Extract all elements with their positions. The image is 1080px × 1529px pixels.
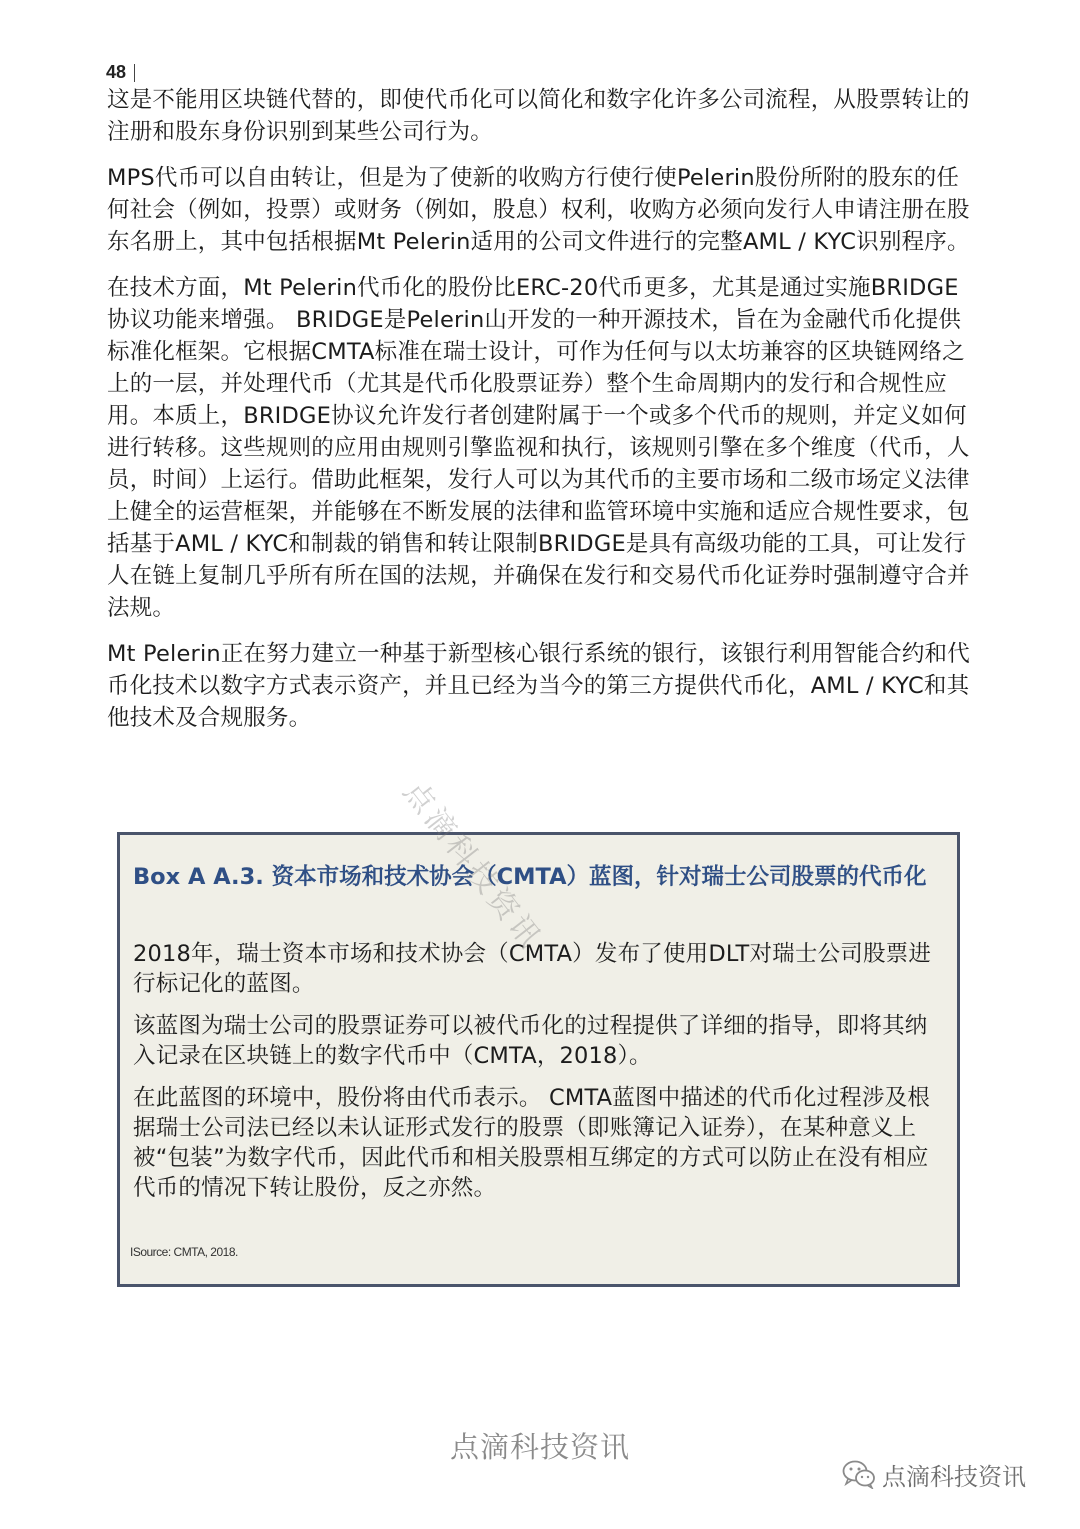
page-number-divider [134,64,135,82]
box-paragraph-1: 2018年，瑞士资本市场和技术协会（CMTA）发布了使用DLT对瑞士公司股票进行标记化的蓝图。 [133,941,932,997]
box-paragraph-3: 在此蓝图的环境中，股份将由代币表示。 CMTA蓝图中描述的代币化过程涉及根据瑞士公司法已经以未认证形式发行的股票（即账簿记入证券），在某种意义上被“包装”为数字代币，因此代币和相关股票相互绑定的方式可以防止在没有相应代币的情况下转让股份，反之亦然。 [133,1085,931,1201]
wechat-account [842,1458,1026,1490]
paragraph-4: Mt Pelerin正在努力建立一种基于新型核心银行系统的银行，该银行利用智能合约和代币化技术以数字方式表示资产，并且已经为当今的第三方提供代币化，AML / KYC和其他技术及合规服务。 [107,641,970,731]
body-text [107,84,977,748]
wechat-icon [842,1459,876,1489]
paragraph-2: MPS代币可以自由转让，但是为了使新的收购方行使行使Pelerin股份所附的股东的任何社会（例如，投票）或财务（例如，股息）权利，收购方必须向发行人申请注册在股东名册上，其中包括根据Mt Pelerin适用的公司文件进行的完整AML / KYC识别程序。 [107,165,970,255]
wechat-account-name: 点滴科技资讯 [882,1462,1026,1491]
box-title: Box A A.3. 资本市场和技术协会（CMTA）蓝图，针对瑞士公司股票的代币化 [133,864,927,890]
footer-watermark: 点滴科技资讯 [449,1430,630,1464]
box-paragraph-2: 该蓝图为瑞士公司的股票证券可以被代币化的过程提供了详细的指导，即将其纳入记录在区块链上的数字代币中（CMTA，2018）。 [133,1013,928,1069]
diagonal-watermark: 点滴科技资讯 [396,774,550,958]
box-source: ISource: CMTA, 2018. [130,1245,238,1259]
info-box [117,832,960,1287]
box-body [133,939,948,1215]
paragraph-1: 这是不能用区块链代替的，即使代币化可以简化和数字化许多公司流程，从股票转让的注册和股东身份识别到某些公司行为。 [107,87,970,145]
paragraph-3: 在技术方面，Mt Pelerin代币化的股份比ERC-20代币更多，尤其是通过实施BRIDGE协议功能来增强。 BRIDGE是Pelerin山开发的一种开源技术，旨在为金融代币化提供标准化框架。它根据CMTA标准在瑞士设计，可作为任何与以太坊兼容的区块链网络之上的一层，并处理代币（尤其是代币化股票证券）整个生命周期内的发行和合规性应用。本质上，BRIDGE协议允许发行者创建附属于一个或多个代币的规则，并定义如何进行转移。这些规则的应用由规则引擎监视和执行，该规则引擎在多个维度（代币，人员，时间）上运行。借助此框架，发行人可以为其代币的主要市场和二级市场定义法律上健全的运营框架，并能够在不断发展的法律和监管环境中实施和适应合规性要求，包括基于AML / KYC和制裁的销售和转让限制BRIDGE是具有高级功能的工具，可让发行人在链上复制几乎所有所在国的法规，并确保在发行和交易代币化证券时强制遵守合并法规。 [107,275,970,621]
page-number: 48 [106,62,127,82]
